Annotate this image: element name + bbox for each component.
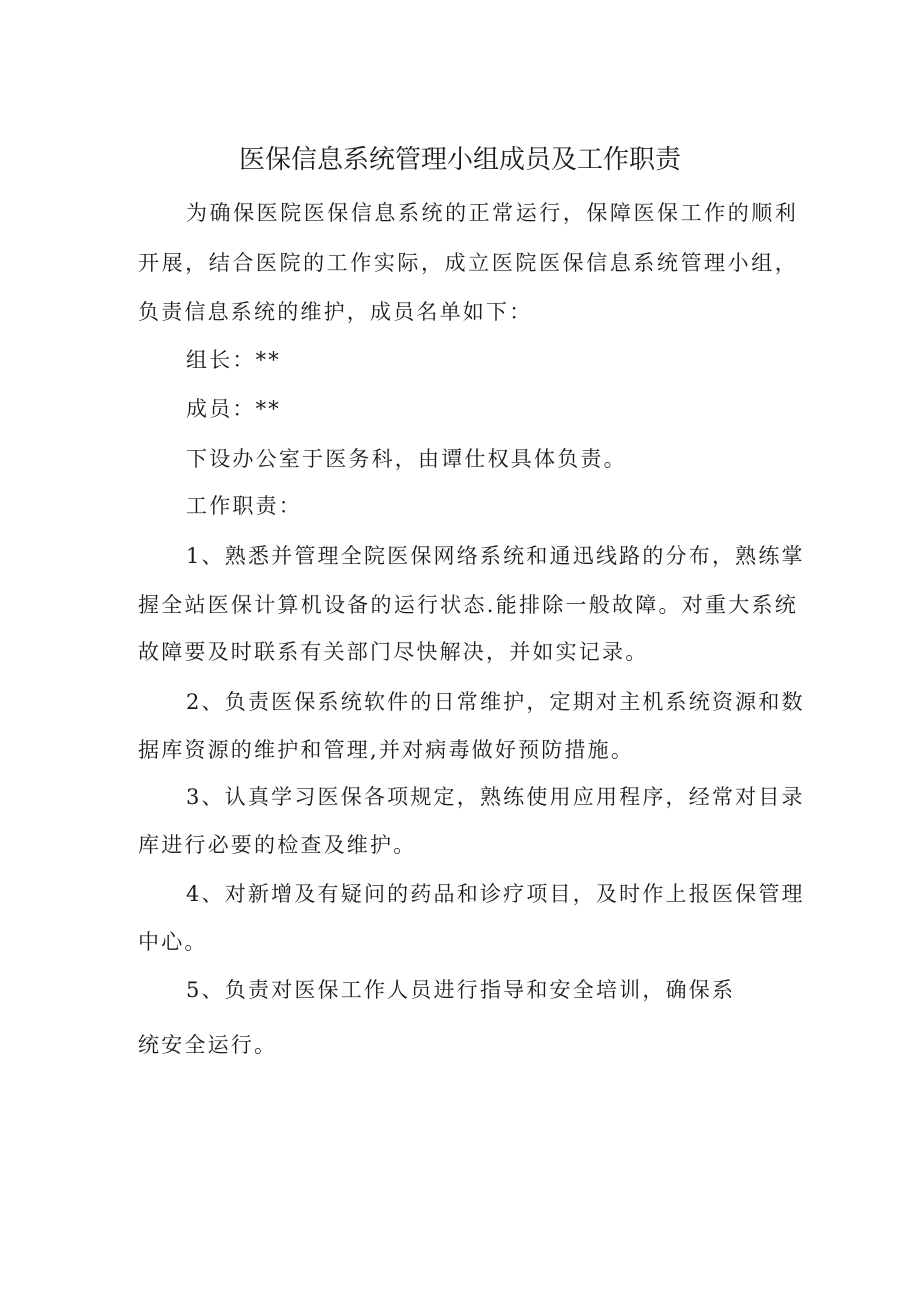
duty-1-line-2: 握全站医保计算机设备的运行状态.能排除一般故障。对重大系统 — [138, 593, 798, 617]
duty-1-line-1: 1、熟悉并管理全院医保网络系统和通迅线路的分布，熟练掌 — [186, 544, 805, 568]
document-title: 医保信息系统管理小组成员及工作职责 — [238, 145, 681, 175]
duty-3-line-1: 3、认真学习医保各项规定，熟练使用应用程序，经常对目录 — [186, 785, 805, 809]
intro-line-3: 负责信息系统的维护，成员名单如下： — [138, 300, 533, 324]
duty-4-line-1: 4、对新增及有疑问的药品和诊疗项目，及时作上报医保管理 — [186, 882, 805, 906]
duty-5-line-1: 5、负责对医保工作人员进行指导和安全培训，确保系 — [186, 978, 736, 1002]
duties-heading: 工作职责： — [186, 494, 302, 518]
duty-1-line-3: 故障要及时联系有关部门尽快解决，并如实记录。 — [138, 640, 649, 664]
duty-2-line-1: 2、负责医保系统软件的日常维护，定期对主机系统资源和数 — [186, 690, 805, 714]
office-line: 下设办公室于医务科，由谭仕权具体负责。 — [186, 447, 627, 471]
members-line: 成员：** — [186, 397, 281, 421]
duty-5-line-2: 统安全运行。 — [138, 1033, 278, 1057]
intro-line-1: 为确保医院医保信息系统的正常运行，保障医保工作的顺利 — [186, 201, 798, 225]
duty-3-line-2: 库进行必要的检查及维护。 — [138, 833, 417, 857]
intro-line-2: 开展，结合医院的工作实际，成立医院医保信息系统管理小组， — [138, 251, 798, 275]
duty-4-line-2: 中心。 — [138, 930, 208, 954]
duty-2-line-2: 据库资源的维护和管理,并对病毒做好预防措施。 — [138, 738, 635, 762]
leader-line: 组长：** — [186, 348, 281, 372]
